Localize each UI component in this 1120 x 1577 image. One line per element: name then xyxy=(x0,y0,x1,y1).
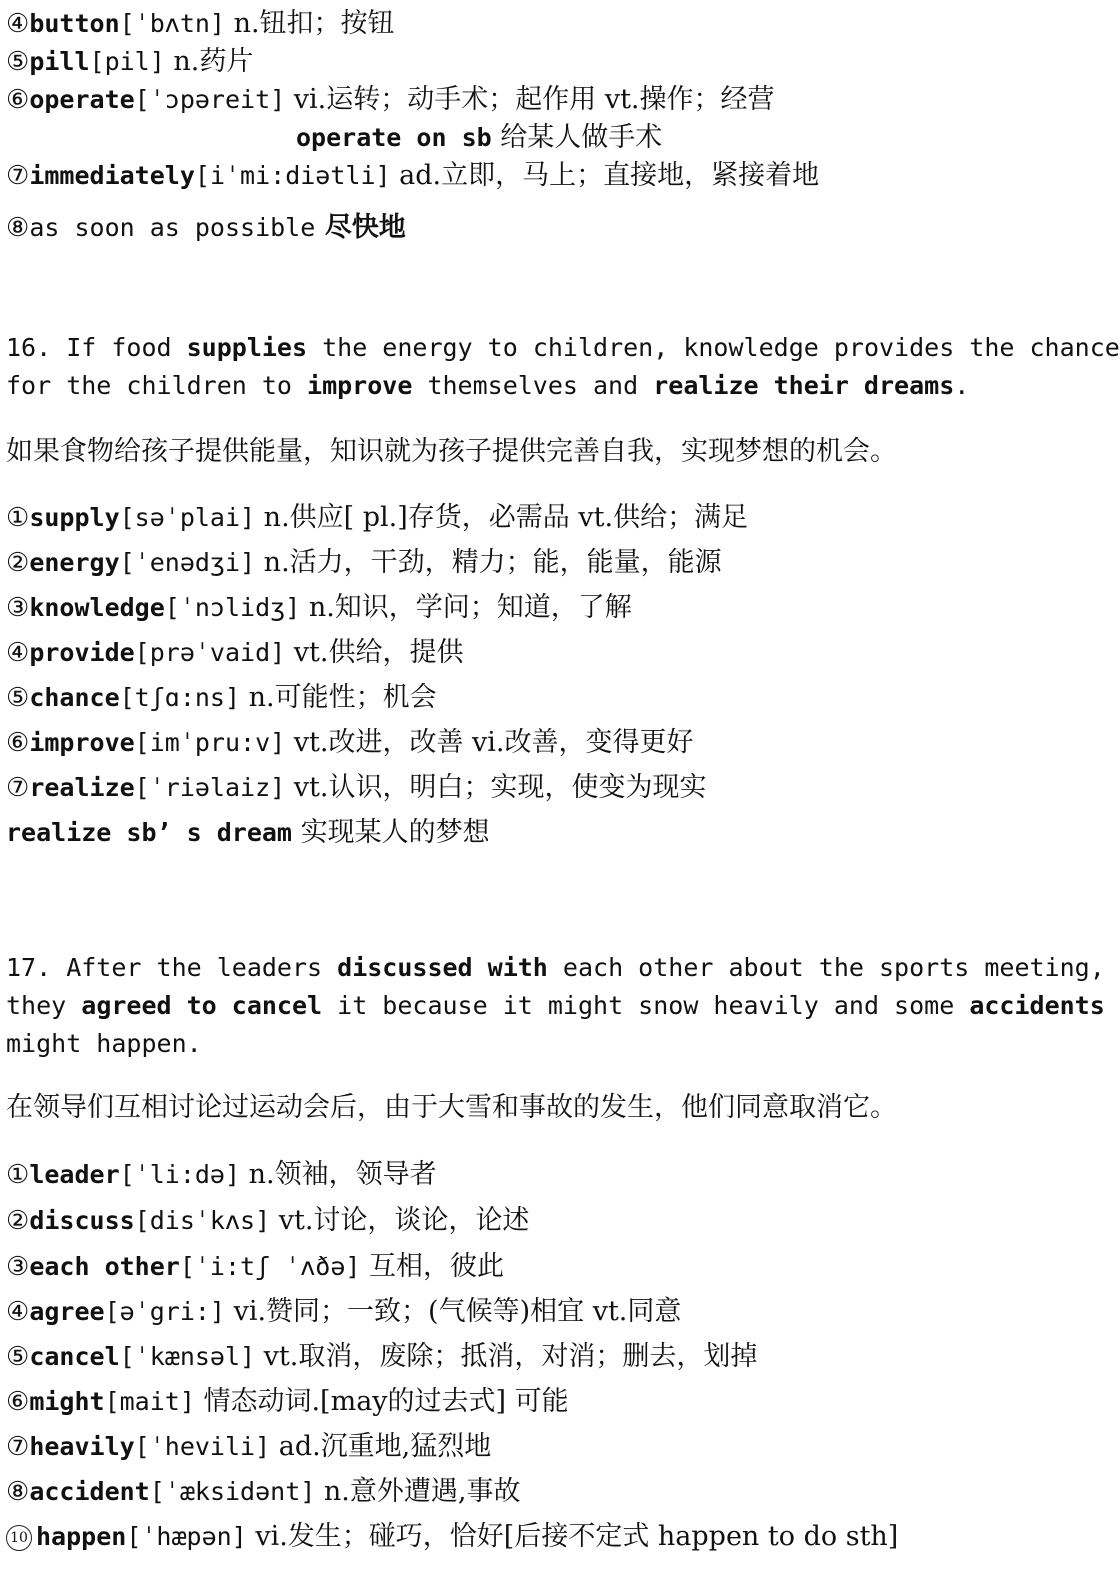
sentence-17-line-3: might happen. xyxy=(6,1029,202,1058)
vocab-entry: ⑤chance[tʃɑ:ns] n.可能性；机会 xyxy=(6,682,437,713)
phrase-text: operate on sb xyxy=(296,123,492,152)
entry-number: ⑧ xyxy=(6,213,30,243)
vocab-entry: ④provide[prəˈvaid] vt.供给，提供 xyxy=(6,637,464,668)
keyword: discussed with xyxy=(337,953,548,982)
vocab-phrase: realize sb’ s dream 实现某人的梦想 xyxy=(6,817,490,848)
vocab-entry: ③each other[ˈi:tʃ ˈʌðə] 互相，彼此 xyxy=(6,1251,505,1282)
entry-word: pill xyxy=(29,47,90,76)
vocab-entry: ④agree[əˈgri:] vi.赞同；一致；(气候等)相宜 vt.同意 xyxy=(6,1296,682,1327)
entry-definition: 尽快地 xyxy=(315,212,406,243)
entry-number: ⑦ xyxy=(6,161,30,191)
vocab-entry: ⑥improve[imˈpru:v] vt.改进，改善 vi.改善，变得更好 xyxy=(6,727,694,758)
entry-number: ⑤ xyxy=(6,47,30,77)
keyword: accidents xyxy=(969,991,1105,1020)
vocab-entry: ⑦realize[ˈriəlaiz] vt.认识，明白；实现，使变为现实 xyxy=(6,772,707,803)
entry-number: ④ xyxy=(6,9,30,39)
keyword: realize their dreams xyxy=(653,371,955,400)
vocab-entry: 10 happen[ˈhæpən] vi.发生；碰巧，恰好[后接不定式 happen to do sth] xyxy=(6,1521,898,1553)
entry-ipa: [ˈɔpəreit] xyxy=(134,85,286,114)
phrase-definition: 给某人做手术 xyxy=(491,122,663,153)
vocab-entry: ⑧accident[ˈæksidənt] n.意外遭遇,事故 xyxy=(6,1476,521,1507)
entry-definition: n.药片 xyxy=(164,46,254,77)
vocab-entry xyxy=(6,84,775,116)
vocab-entry xyxy=(6,8,395,40)
vocab-entry: ①leader[ˈli:də] n.领袖，领导者 xyxy=(6,1159,437,1190)
sentence-16-line-2: for the children to improve themselves and realize their dreams. xyxy=(6,371,970,400)
sentence-16-line-1: 16. If food supplies the energy to children, knowledge provides the chance xyxy=(6,333,1120,362)
vocab-entry: ⑦heavily[ˈhevili] ad.沉重地,猛烈地 xyxy=(6,1431,492,1462)
vocab-entry xyxy=(6,212,406,244)
vocab-phrase xyxy=(296,122,662,154)
vocab-entry: ⑤cancel[ˈkænsəl] vt.取消，废除；抵消，对消；删去，划掉 xyxy=(6,1341,758,1372)
entry-number: 10 xyxy=(6,1525,32,1551)
entry-word: operate xyxy=(29,85,135,114)
vocab-entry: ③knowledge[ˈnɔlidʒ] n.知识，学问；知道，了解 xyxy=(6,592,632,623)
entry-number: ⑥ xyxy=(6,85,30,115)
keyword: agreed to cancel xyxy=(81,991,323,1020)
keyword: improve xyxy=(307,371,413,400)
entry-word: button xyxy=(29,9,120,38)
entry-definition: vi.运转；动手术；起作用 vt.操作；经营 xyxy=(285,84,775,115)
vocab-entry: ①supply[səˈplai] n.供应[ pl.]存货，必需品 vt.供给；满足 xyxy=(6,502,749,533)
vocab-entry: ⑥might[mait] 情态动词.[may的过去式] 可能 xyxy=(6,1386,569,1417)
vocab-entry: ②energy[ˈenədʒi] n.活力，干劲，精力；能，能量，能源 xyxy=(6,547,722,578)
sentence-17-translation: 在领导们互相讨论过运动会后，由于大雪和事故的发生，他们同意取消它。 xyxy=(6,1092,897,1123)
sentence-16-translation: 如果食物给孩子提供能量，知识就为孩子提供完善自我，实现梦想的机会。 xyxy=(6,436,897,467)
vocab-entry: ②discuss[disˈkʌs] vt.讨论，谈论，论述 xyxy=(6,1205,530,1236)
keyword: supplies xyxy=(186,333,308,362)
entry-definition: ad.立即，马上；直接地，紧接着地 xyxy=(390,160,820,191)
vocab-entry xyxy=(6,46,253,78)
entry-word: immediately xyxy=(29,161,195,190)
sentence-17-line-1: 17. After the leaders discussed with each other about the sports meeting, xyxy=(6,953,1105,982)
entry-definition: n.钮扣；按钮 xyxy=(224,8,395,39)
vocab-entry xyxy=(6,160,819,192)
entry-ipa: [pil] xyxy=(89,47,165,76)
entry-ipa: [iˈmi:diətli] xyxy=(194,161,391,190)
sentence-17-line-2: they agreed to cancel it because it might snow heavily and some accidents xyxy=(6,991,1105,1020)
entry-ipa: [ˈbʌtn] xyxy=(119,9,225,38)
entry-word: as soon as possible xyxy=(29,213,316,242)
